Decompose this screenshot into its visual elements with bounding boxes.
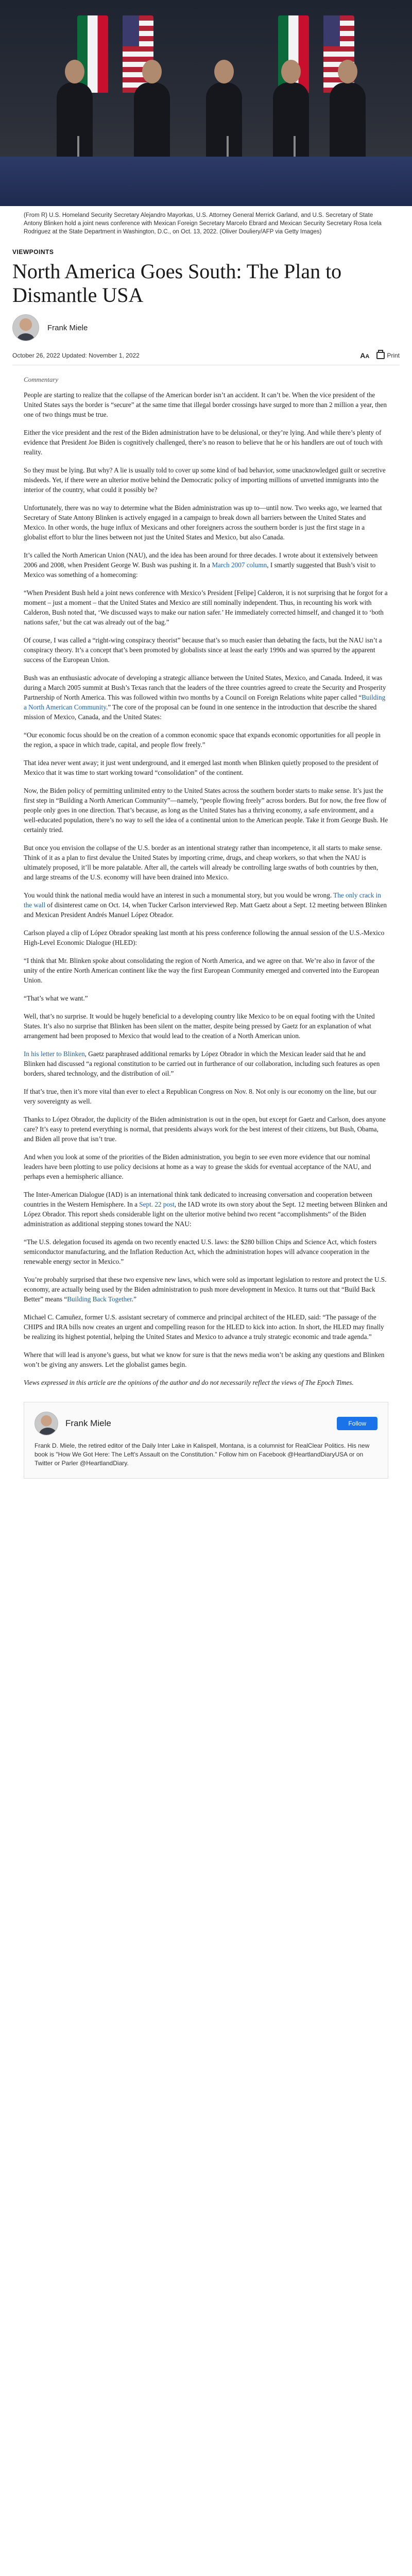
- paragraph-text: “I think that Mr. Blinken spoke about consolidating the region of North America, and we agree on that. We’re also in favor of the unity of the entire North American continent like the way the first European Community emerged and converted into the European Union.: [24, 957, 380, 984]
- article-paragraph: [24, 786, 388, 835]
- paragraph-text: .”: [131, 1295, 136, 1303]
- article-paragraph: [24, 1087, 388, 1106]
- author-card-name[interactable]: Frank Miele: [65, 1418, 111, 1428]
- conference-table: [0, 157, 412, 206]
- article-paragraph: [24, 673, 388, 722]
- paragraph-text: Now, the Biden policy of permitting unlimited entry to the United States across the southern border starts to make sense. It’s just the first step in “Building a North American Community”—namely, “people flowing freely” across borders. But for now, the free flow of people only goes in one direction. That’s because, as long as the United States has a thriving economy, a safe environment, and a well-educated population, there’s no way to sell the idea of a continental union to the American people. Take it from George Bush. He certainly tried.: [24, 787, 388, 834]
- article-meta: [12, 351, 400, 365]
- speaker-figure: [330, 82, 366, 160]
- speaker-figure: [134, 82, 170, 160]
- paragraph-text: You’re probably surprised that these two expensive new laws, which were sold as important legislation to restore and protect the U.S. economy, are actually being used by the Biden administration to push more development in Mexico. It turns out that “Build Back Better” means “: [24, 1276, 387, 1303]
- article-paragraph: [24, 550, 388, 580]
- speaker-figure: [57, 82, 93, 160]
- paragraph-text: Where that will lead is anyone’s guess, but what we know for sure is that the news media won’t be asking any questions and Blinken won’t be giving any answers. Let the globalist games begin.: [24, 1351, 385, 1368]
- paragraph-text: Of course, I was called a “right-wing conspiracy theorist” because that’s so much easier than debating the facts, but the NAU isn’t a conspiracy theory. It’s a concept that’s been promoted by globalists since at least the early 1990s and was spurred by the apparent success of the European Union.: [24, 636, 382, 664]
- paragraph-text: “When President Bush held a joint news conference with Mexico’s President [Felipe] Calderon, it is not surprising that he forgot for a moment – just a moment – that the United States and Mexico are still nominally independent. Thus, in recounting his work with Calderon, Bush noted that, ‘We discussed ways to make our nation safer.’ He immediately corrected himself, and changed it to ‘both nations safer,’ but the cat was already out of the bag.”: [24, 589, 388, 626]
- inline-link[interactable]: Building a North American Community: [24, 693, 386, 711]
- article-paragraph: [24, 1312, 388, 1342]
- author-name[interactable]: Frank Miele: [47, 323, 88, 332]
- microphone: [77, 136, 79, 157]
- paragraph-text: If that’s true, then it’s more vital than ever to elect a Republican Congress on Nov. 8. Not only is our economy on the line, but our very sovereignty as well.: [24, 1088, 376, 1105]
- article-paragraph: [24, 890, 388, 920]
- article-paragraph: [24, 1011, 388, 1041]
- article-paragraph: [24, 1275, 388, 1304]
- author-byline[interactable]: [12, 314, 400, 341]
- speaker-figure: [273, 82, 309, 160]
- author-bio: Frank D. Miele, the retired editor of the Daily Inter Lake in Kalispell, Montana, is a columnist for RealClear Politics. His new book is "How We Got Here: The Left's Assault on the Constitution." Follow him on Facebook @HeartlandDiaryUSA or on Twitter or Parler @HeartlandDiary.: [35, 1442, 370, 1467]
- paragraph-text: Bush was an enthusiastic advocate of developing a strategic alliance between the United States, Mexico, and Canada. Indeed, it was during a March 2005 summit at Bush’s Texas ranch that the leaders of the three countries agreed to create the Security and Prosperity Partnership of North America. This was followed within two months by a Council on Foreign Relations white paper called “: [24, 674, 386, 701]
- article-paragraph: [24, 758, 388, 777]
- article-paragraph: [24, 1049, 388, 1078]
- paragraph-text: But once you envision the collapse of the U.S. border as an intentional strategy rather than incompetence, it all starts to make sense. Think of it as a plan to first devalue the United States by importing crime, drugs, and cheap workers, so that when the NAU is ultimately proposed, it’ll be more palatable. After all, the cartels will already be controlling large swaths of both countries by then, and large streams of the U.S. economy will have been drained into Mexico.: [24, 844, 382, 881]
- photo-caption: (From R) U.S. Homeland Security Secretary Alejandro Mayorkas, U.S. Attorney General Merrick Garland, and U.S. Secretary of State Antony Blinken hold a joint news conference with Mexican Foreign Secretary Marcelo Ebrard and Mexican Security Secretary Rosa Icela Rodriguez at the State Department in Washington, D.C., on Oct. 13, 2022. (Oliver Douliery/AFP via Getty Images): [24, 212, 382, 235]
- paragraph-text: So they must be lying. But why? A lie is usually told to cover up some kind of bad behavior, some unacknowledged guilt or secretive misdeeds. Yet, if there were an ulterior motive behind the Democratic policy of importing millions of unvetted immigrants into the interior of the country, what could it possibly be?: [24, 466, 386, 494]
- article-paragraph: [24, 635, 388, 665]
- author-card-header: [35, 1412, 377, 1435]
- paragraph-text: The Inter-American Dialogue (IAD) is an international think tank dedicated to increasing conversation and cooperation between countries in the Western Hemisphere. In a: [24, 1191, 372, 1208]
- article-paragraph: [24, 843, 388, 882]
- paragraph-text: Carlson played a clip of López Obrador speaking last month at his press conference following the annual session of the U.S.-Mexico High-Level Economic Dialogue (HLED):: [24, 929, 385, 946]
- inline-link[interactable]: The only crack in the wall: [24, 891, 381, 909]
- paragraph-text: Well, that’s no surprise. It would be hugely beneficial to a developing country like Mexico to be on equal footing with the United States. It’s also no surprise that Blinken has been silent on the matter, despite being pressed by Gaetz for an explanation of what arrangement had been proposed to Mexico that would lead to the creation of a North American union.: [24, 1012, 375, 1040]
- print-label: Print: [387, 352, 400, 359]
- article-body: [24, 390, 388, 1387]
- mexico-flag: [77, 15, 108, 93]
- article-paragraph: [24, 1190, 388, 1229]
- article-paragraph: [24, 588, 388, 627]
- author-card-avatar[interactable]: [35, 1412, 58, 1435]
- section-label[interactable]: VIEWPOINTS: [12, 248, 54, 256]
- article-paragraph: [24, 928, 388, 947]
- speaker-figure: [206, 82, 242, 160]
- commentary-label: Commentary: [24, 376, 59, 383]
- paragraph-text: Views expressed in this article are the opinions of the author and do not necessarily reflect the views of The Epoch Times.: [24, 1379, 354, 1386]
- article-paragraph: [24, 1114, 388, 1144]
- inline-link[interactable]: Building Back Together: [67, 1295, 132, 1303]
- font-size-icon[interactable]: AA: [360, 351, 370, 360]
- disclaimer-paragraph: [24, 1378, 388, 1387]
- paragraph-text: Either the vice president and the rest of the Biden administration have to be delusional, or they’re lying. And while there’s plenty of evidence that President Joe Biden is cognitively challenged, there’s no reason to believe that he or his handlers are out of touch with reality.: [24, 429, 383, 456]
- paragraph-text: It’s called the North American Union (NAU), and the idea has been around for three decades. I wrote about it extensively between 2006 and 2008, when President George W. Bush was pushing it. In a: [24, 551, 378, 569]
- follow-button[interactable]: Follow: [337, 1417, 377, 1430]
- article-paragraph: [24, 390, 388, 419]
- inline-link[interactable]: In his letter to Blinken: [24, 1050, 85, 1058]
- author-avatar[interactable]: [12, 314, 39, 341]
- article-paragraph: [24, 1237, 388, 1266]
- paragraph-text: “The U.S. delegation focused its agenda on two recently enacted U.S. laws: the $280 billion Chips and Science Act, which fosters semiconductor manufacturing, and the Inflation Reduction Act, which the administration hopes will advance cooperation in the renewable energy sector in Mexico.”: [24, 1238, 377, 1265]
- paragraph-text: You would think the national media would have an interest in such a monumental story, but you would be wrong.: [24, 891, 334, 899]
- print-button[interactable]: [376, 352, 400, 359]
- paragraph-text: of disinterest came on Oct. 14, when Tucker Carlson interviewed Rep. Matt Gaetz about a Sept. 12 meeting between Blinken and Mexican President Andrés Manuel López Obrador.: [24, 901, 387, 919]
- inline-link[interactable]: Sept. 22 post: [139, 1200, 175, 1208]
- paragraph-text: Unfortunately, there was no way to determine what the Biden administration was up to—until now. Two weeks ago, we learned that Secretary of State Antony Blinken is actively engaged in a campaign to break down all barriers between the United States and Mexico. In other words, the huge influx of Mexicans and other foreigners across the southern border is just the first stage in a globalist effort to blur the lines between not just the United States and Mexico, but also Canada.: [24, 504, 382, 541]
- microphone: [227, 136, 229, 157]
- paragraph-text: , Gaetz paraphrased additional remarks by López Obrador in which the Mexican leader said that he and Blinken had discussed “a regional constitution to be carried out in furtherance of our collaboration, including such features as open borders, shared technology, and the distribution of oil.”: [24, 1050, 380, 1077]
- article-paragraph: [24, 993, 388, 1003]
- paragraph-text: , I smartly suggested that Bush’s visit to Mexico was something of a homecoming:: [24, 561, 376, 579]
- paragraph-text: And when you look at some of the priorities of the Biden administration, you begin to see even more evidence that our nominal leaders have been plotting to use policy decisions at home as a way to grease the skids for eventual acceptance of the NAU, and perhaps even a hemispheric alliance.: [24, 1153, 371, 1180]
- author-card-identity[interactable]: [35, 1412, 111, 1435]
- article-title: North America Goes South: The Plan to Dismantle USA: [12, 260, 342, 307]
- paragraph-text: Thanks to López Obrador, the duplicity of the Biden administration is out in the open, but except for Gaetz and Carlson, does anyone care? It’s easy to pretend everything is normal, that presidents always work for the best interest of their citizens, but Bush, Obama, and Biden all prove that isn’t true.: [24, 1115, 386, 1143]
- paragraph-text: , the IAD wrote its own story about the Sept. 12 meeting between Blinken and López Obrador. This report sheds considerable light on the ulterior motive behind two recent “accomplishments” of the Biden administration as additional stepping stones toward the NAU:: [24, 1200, 387, 1228]
- paragraph-text: .” The core of the proposal can be found in one sentence in the introduction that describe the shared mission of Mexico, Canada, and the United States:: [24, 703, 377, 721]
- font-size-label: A: [360, 351, 366, 360]
- article-paragraph: [24, 956, 388, 985]
- publish-date: October 26, 2022 Updated: November 1, 2022: [12, 352, 140, 359]
- article-paragraph: [24, 1152, 388, 1181]
- microphone: [294, 136, 296, 157]
- article-paragraph: [24, 428, 388, 457]
- inline-link[interactable]: March 2007 column: [212, 561, 267, 569]
- hero-photo: [0, 0, 412, 206]
- article-paragraph: [24, 465, 388, 495]
- article-paragraph: [24, 730, 388, 750]
- article-paragraph: [24, 503, 388, 542]
- paragraph-text: Michael C. Camuñez, former U.S. assistant secretary of commerce and principal architect of the HLED, said: “The passage of the CHIPS and IRA bills now creates an urgent and compelling reason for the HLED to kick into action. In short, the HLED may finally be realizing its highest potential, helping the United States and Mexico to advance a truly strategic economic and trade agenda.”: [24, 1313, 384, 1341]
- article-paragraph: [24, 1350, 388, 1369]
- paragraph-text: “That’s what we want.”: [24, 994, 88, 1002]
- printer-icon: [376, 352, 385, 359]
- article-tools: [360, 351, 400, 360]
- paragraph-text: That idea never went away; it just went underground, and it emerged last month when Blinken quietly proposed to the president of Mexico that it was time to start working toward “consolidation” of the continent.: [24, 759, 379, 776]
- paragraph-text: “Our economic focus should be on the creation of a common economic space that expands economic opportunities for all people in the region, a space in which trade, capital, and people flow freely.”: [24, 731, 381, 749]
- paragraph-text: People are starting to realize that the collapse of the American border isn’t an accident. It can’t be. When the vice president of the United States says the border is “secure” at the same time that illegal border crossings have surged to more than 2 million a year, then one of two things must be true.: [24, 391, 387, 418]
- author-card: [24, 1402, 388, 1479]
